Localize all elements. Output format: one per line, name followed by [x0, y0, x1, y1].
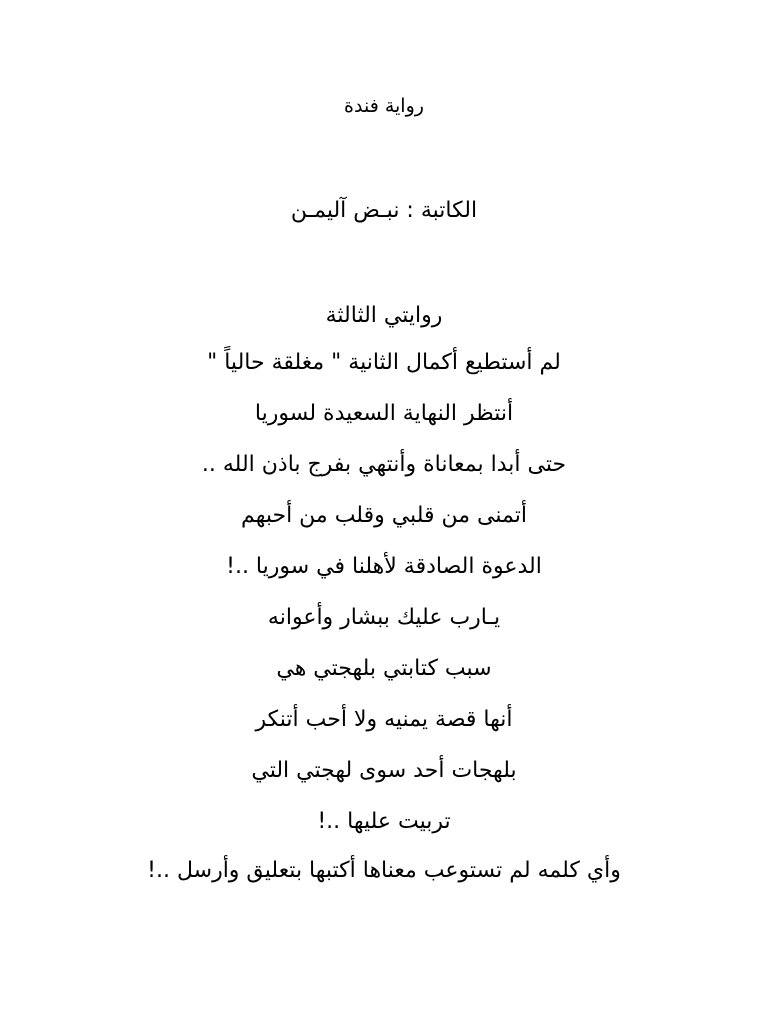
document-title: رواية فندة: [344, 95, 424, 117]
text-line-11: تربيت عليها ..!: [317, 809, 451, 834]
text-line-6: الدعوة الصادقة لأهلنا في سوريا ..!: [226, 554, 542, 579]
author-line: الكاتبة : نبـض آليمـن: [290, 198, 478, 223]
text-line-3: أنتظر النهاية السعيدة لسوريا: [254, 401, 514, 426]
text-line-12: وأي كلمه لم تستوعب معناها أكتبها بتعليق وأرسل ..!: [147, 858, 621, 883]
text-line-10: بلهجات أحد سوى لهجتي التي: [251, 758, 517, 783]
text-line-9: أنها قصة يمنيه ولا أحب أتنكر: [255, 707, 513, 732]
text-line-4: حتى أبدا بمعاناة وأنتهي بفرج باذن الله ..: [201, 452, 567, 477]
text-line-8: سبب كتابتي بلهجتي هي: [276, 656, 492, 681]
text-line-1: روايتي الثالثة: [325, 303, 443, 328]
text-line-5: أتمنى من قلبي وقلب من أحبهم: [241, 503, 527, 528]
text-line-7: يـارب عليك ببشار وأعوانه: [267, 605, 501, 630]
text-line-2: لم أستطيع أكمال الثانية " مغلقة حالياً ": [207, 350, 561, 375]
